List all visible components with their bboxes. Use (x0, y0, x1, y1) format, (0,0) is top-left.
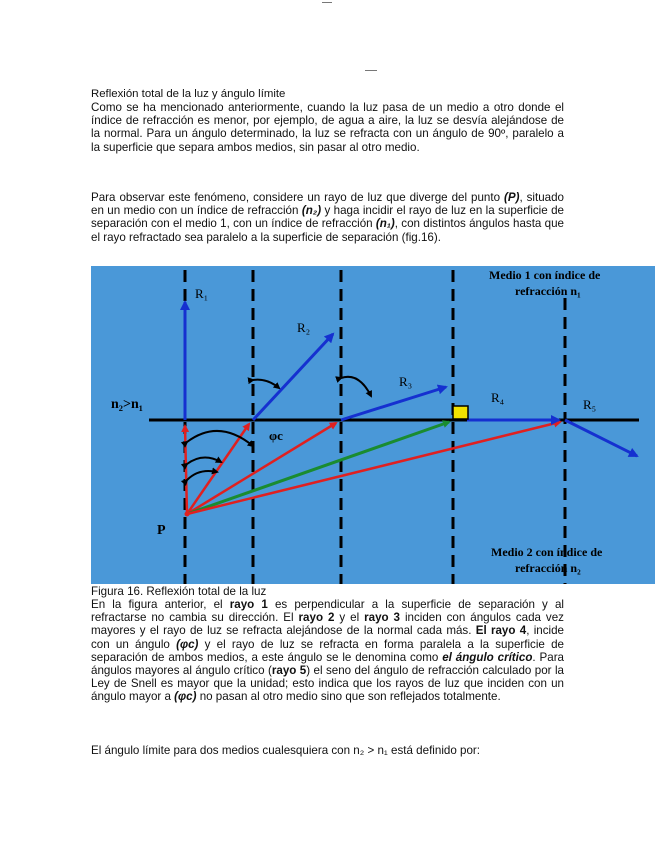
p2-text-d: , con distintos ángulos hasta que el rayo refractado sea paralelo a la superficie de separación (fig.16). (91, 217, 565, 244)
header-dash (365, 70, 377, 71)
ray-label-r3: R₃ (399, 374, 413, 389)
p3-t5: , incide con un ángulo (91, 624, 564, 651)
p3-rayo4: El rayo 4 (475, 624, 527, 638)
paragraph-3 (91, 598, 564, 704)
index-relation-label: n₂>n₁ (111, 397, 143, 412)
point-p (185, 512, 190, 517)
p3-phi2: (φc) (174, 690, 197, 704)
p3-rayo5: rayo 5 (271, 664, 307, 678)
ray-label-r2: R₂ (297, 320, 311, 335)
p2-text-c: y haga incidir el rayo de luz en la superficie de separación con el medio 1, con un índice de refracción (91, 204, 564, 231)
critical-angle-label: φc (269, 428, 283, 443)
paragraph-1: Como se ha mencionado anteriormente, cuando la luz pasa de un medio a otro donde el índice de refracción es menor, por ejemplo, de agua a aire, la luz se desvía alejándose de la normal. Para un ángulo determinado, la luz se refracta con un ángulo de 90º, paralelo a la superficie que separa ambos medios, sin pasar al otro medio. (91, 101, 564, 154)
p2-text-b: , situado en un medio con un índice de refracción (91, 191, 564, 218)
paragraph-2 (91, 191, 564, 244)
formula-intro: El ángulo límite para dos medios cualesquiera con n₂ > n₁ está definido por: (91, 744, 480, 757)
p3-critical-angle: el ángulo crítico (442, 650, 533, 664)
medium-1-label-line1: Medio 1 con índice de (489, 268, 601, 282)
p3-t8: ) el seno del ángulo de refracción calculado por la Ley de Snell es mayor que la unidad; esto indica que los rayos de luz que inciden con un ángulo mayor a (91, 664, 564, 704)
n1-label: (n₁) (375, 217, 395, 231)
ray-label-r5: R₅ (583, 397, 597, 412)
right-angle-marker (453, 406, 468, 419)
medium-1-label-line2: refracción n₁ (515, 284, 581, 298)
p3-t2: es perpendicular a la superficie de separación y al refractarse no cambia su dirección. El (91, 598, 565, 625)
p3-rayo3: rayo 3 (364, 611, 400, 625)
n2-label: (n₂) (301, 204, 322, 218)
p3-t1: En la figura anterior, el (91, 598, 230, 611)
ray-label-r4: R₄ (491, 390, 505, 405)
p3-t9: no pasan al otro medio sino que son reflejados totalmente. (196, 690, 501, 704)
p3-phi: (φc) (176, 637, 199, 651)
top-mark (322, 2, 332, 3)
p3-t3: y el (334, 611, 365, 625)
medium-2-label-line1: Medio 2 con índice de (491, 545, 603, 559)
section-title: Reflexión total de la luz y ángulo límite (91, 88, 286, 100)
figure-caption: Figura 16. Reflexión total de la luz (91, 585, 267, 598)
refraction-figure (91, 266, 655, 584)
figure-background (91, 266, 655, 584)
p3-t6: y el rayo de luz se refracta en forma paralela a la superficie de separación de ambos medios, a este ángulo se le denomina como (91, 637, 564, 664)
medium-2-label-line2: refracción n₂ (515, 561, 581, 575)
point-label: (P) (503, 191, 520, 204)
p3-rayo1: rayo 1 (229, 598, 268, 611)
point-p-label: P (157, 523, 166, 538)
p3-rayo2: rayo 2 (298, 611, 335, 625)
ray-label-r1: R₁ (195, 286, 209, 301)
p3-t4: inciden con ángulos cada vez mayores y el rayo de luz se refracta alejándose de la normal cada más. (91, 611, 564, 638)
p2-text-a: Para observar este fenómeno, considere un rayo de luz que diverge del punto (91, 191, 504, 204)
p3-t7: . Para ángulos mayores al ángulo crítico ( (91, 650, 564, 678)
